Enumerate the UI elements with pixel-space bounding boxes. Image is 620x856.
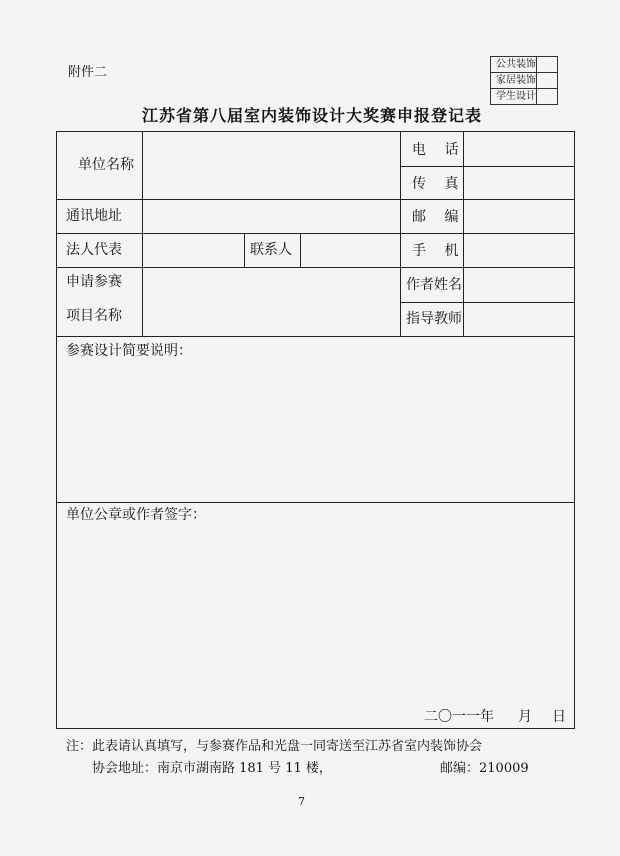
contact-field[interactable] <box>301 234 399 266</box>
mobile-label: 手 机 <box>412 243 466 259</box>
row-divider <box>56 336 575 337</box>
date-year: 二〇一一年 <box>424 709 494 725</box>
category-label: 学生设计 <box>491 89 537 105</box>
fax-field[interactable] <box>464 167 573 198</box>
form-title: 江苏省第八届室内装饰设计大奖赛申报登记表 <box>142 106 483 125</box>
signature-label: 单位公章或作者签字： <box>66 507 206 523</box>
address-label: 通讯地址 <box>66 208 122 224</box>
legal-rep-field[interactable] <box>143 234 243 266</box>
author-field[interactable] <box>464 268 573 301</box>
col-divider <box>400 131 401 336</box>
date-day: 日 <box>552 709 566 725</box>
attachment-label: 附件二 <box>68 65 108 80</box>
category-checkbox-student[interactable] <box>537 89 558 105</box>
category-label: 家居装饰 <box>491 73 537 89</box>
category-checkbox-table <box>490 56 558 105</box>
description-field[interactable] <box>57 364 573 501</box>
postcode-label: 邮 编 <box>412 209 466 225</box>
category-checkbox-public[interactable] <box>537 57 558 73</box>
category-checkbox-home[interactable] <box>537 73 558 89</box>
address-field[interactable] <box>143 200 399 232</box>
phone-field[interactable] <box>464 132 573 165</box>
mobile-field[interactable] <box>464 234 573 266</box>
row-divider <box>56 502 575 503</box>
teacher-label: 指导教师 <box>406 311 462 327</box>
contact-label: 联系人 <box>250 242 292 258</box>
unit-name-field[interactable] <box>143 132 399 198</box>
postcode-field[interactable] <box>464 200 573 232</box>
fax-label: 传 真 <box>412 176 466 192</box>
apply-label-line1: 申请参赛 <box>66 274 122 290</box>
date-month: 月 <box>518 709 532 725</box>
phone-label: 电 话 <box>412 142 466 158</box>
description-label: 参赛设计简要说明： <box>66 343 192 359</box>
signature-field[interactable] <box>57 528 573 704</box>
footer-address: 协会地址：南京市湖南路 181 号 11 楼， <box>92 761 332 776</box>
footer-note: 注：此表请认真填写，与参赛作品和光盘一同寄送至江苏省室内装饰协会 <box>66 739 483 754</box>
table-border-right <box>574 131 575 729</box>
teacher-field[interactable] <box>464 303 573 335</box>
col-divider <box>244 233 245 267</box>
author-label: 作者姓名 <box>406 277 462 293</box>
project-name-field[interactable] <box>143 268 399 335</box>
legal-rep-label: 法人代表 <box>66 242 122 258</box>
footer-postcode: 邮编：210009 <box>440 761 529 776</box>
category-label: 公共装饰 <box>491 57 537 73</box>
apply-label-line2: 项目名称 <box>66 308 122 324</box>
page-number: 7 <box>298 795 305 808</box>
unit-name-label: 单位名称 <box>78 157 134 173</box>
table-border-bottom <box>56 728 575 729</box>
